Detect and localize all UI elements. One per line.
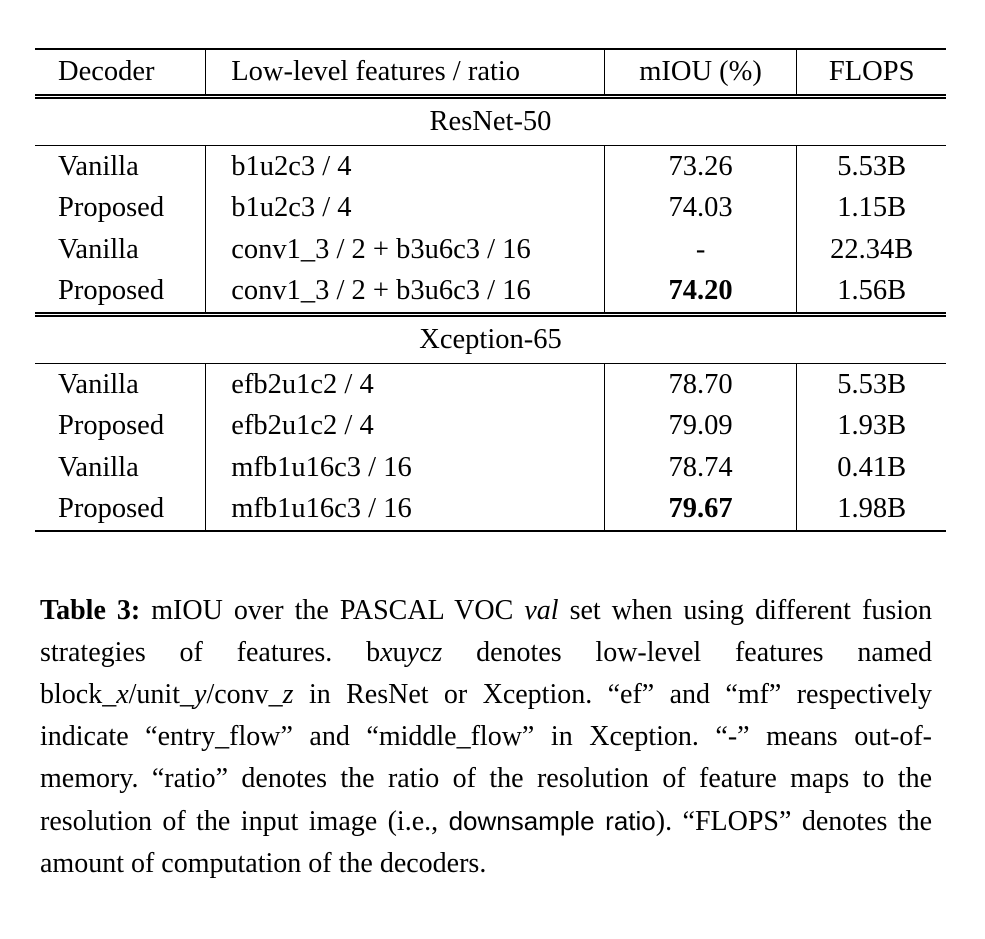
cell-flops: 1.15B	[837, 192, 907, 224]
cell-features: efb2u1c2 / 4	[206, 364, 605, 406]
cell-miou: 78.74	[604, 447, 797, 489]
table-row	[35, 489, 946, 532]
cell-decoder: Vanilla	[35, 146, 206, 188]
cell-miou: 79.09	[604, 406, 797, 448]
cell-decoder: Proposed	[35, 271, 206, 315]
cell-flops: 0.41B	[837, 451, 907, 483]
table-row	[35, 364, 946, 406]
cell-flops: 22.34B	[830, 233, 914, 265]
caption-segment: u	[392, 637, 407, 668]
cell-flops: 1.93B	[837, 410, 907, 442]
table-header-row	[35, 49, 946, 97]
header-features: Low-level features / ratio	[206, 49, 605, 97]
cell-decoder: Proposed	[35, 188, 206, 230]
cell-decoder: Vanilla	[35, 447, 206, 489]
caption-segment: /conv_	[206, 679, 283, 710]
caption-segment: z	[431, 637, 443, 668]
cell-decoder: Proposed	[35, 489, 206, 532]
caption-text	[40, 595, 932, 879]
cell-decoder: Proposed	[35, 406, 206, 448]
cell-features: b1u2c3 / 4	[206, 146, 605, 188]
table-row	[35, 188, 946, 230]
cell-miou: 74.03	[604, 188, 797, 230]
group-title: ResNet-50	[35, 97, 946, 146]
caption-label: Table 3:	[40, 595, 141, 626]
table-row	[35, 406, 946, 448]
caption-segment: in ResNet or Xception. “ef” and “mf” respectively indicate “entry_flow” and “middle_flow” in Xception. “-” means out-of-memory. “ratio” denotes the ratio of the resolution of feature maps to the resolution of the input image (i.e.,	[40, 679, 932, 837]
cell-decoder: Vanilla	[35, 364, 206, 406]
cell-miou: 78.70	[604, 364, 797, 406]
header-flops: FLOPS	[797, 49, 946, 97]
group-header-row	[35, 315, 946, 364]
header-miou: mIOU (%)	[604, 49, 797, 97]
caption-segment: denotes low-level features named block_	[40, 637, 933, 710]
cell-features: mfb1u16c3 / 16	[206, 489, 605, 532]
results-table	[35, 48, 946, 532]
cell-flops: 1.56B	[837, 275, 907, 307]
cell-flops: 5.53B	[837, 368, 907, 400]
group-header-row	[35, 97, 946, 146]
caption-segment: y	[406, 637, 419, 668]
caption-segment: ). “FLOPS” denotes the amount of computation of the decoders.	[40, 806, 932, 879]
caption-segment: set when using different fusion strategies of features. b	[40, 595, 932, 668]
cell-miou: 79.67	[604, 489, 797, 532]
cell-features: efb2u1c2 / 4	[206, 406, 605, 448]
table-row	[35, 447, 946, 489]
cell-flops: 1.98B	[797, 489, 946, 532]
header-decoder: Decoder	[35, 49, 206, 97]
caption-segment: x	[380, 637, 393, 668]
table-row	[35, 271, 946, 315]
table-caption	[40, 590, 932, 885]
cell-features: conv1_3 / 2 + b3u6c3 / 16	[206, 229, 605, 271]
cell-features: b1u2c3 / 4	[206, 188, 605, 230]
cell-miou: 74.20	[604, 271, 797, 315]
cell-miou: 73.26	[604, 146, 797, 188]
table-row	[35, 229, 946, 271]
caption-segment: c	[418, 637, 432, 668]
cell-decoder: Vanilla	[35, 229, 206, 271]
cell-features: mfb1u16c3 / 16	[206, 447, 605, 489]
group-title: Xception-65	[35, 315, 946, 364]
caption-segment: x	[116, 679, 129, 710]
caption-segment: z	[282, 679, 294, 710]
table-row	[35, 146, 946, 188]
caption-segment: y	[194, 679, 207, 710]
caption-segment: downsample ratio	[448, 806, 656, 836]
caption-segment: /unit_	[128, 679, 194, 710]
cell-miou: -	[604, 229, 797, 271]
cell-features: conv1_3 / 2 + b3u6c3 / 16	[206, 271, 605, 315]
caption-segment: val	[524, 595, 559, 626]
cell-flops: 5.53B	[837, 150, 907, 182]
caption-segment: mIOU over the PASCAL VOC	[140, 595, 525, 626]
